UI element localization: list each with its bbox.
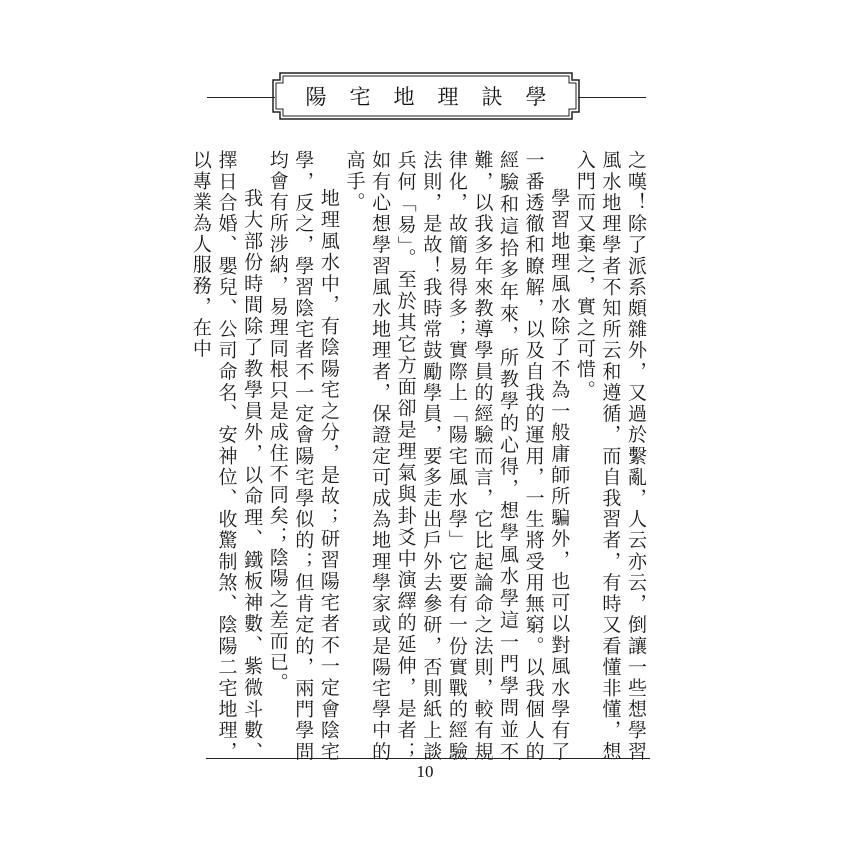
page-number: 10	[416, 762, 434, 781]
paragraph: 地理風水中，有陰陽宅之分，是故；研習陽宅者不一定會陰宅學，反之，學習陰宅者不一定會陽宅學似的；但肯定的，兩門學問均會有所涉納，易理同根只是成住不同矣；陰陽之差而已。	[266, 150, 340, 762]
header-rule-right	[578, 97, 646, 98]
title-char: 陽	[305, 85, 327, 109]
book-title	[272, 72, 580, 120]
paragraph: 我大部份時間除了教學員外，以命理、鐵板神數、紫微斗數、擇日合婚、嬰兒、公司命名、安神位、收驚制煞、陰陽二宅地理，以專業為人服務，在中	[189, 150, 264, 762]
footer-rule	[206, 758, 650, 759]
header-rule-left	[207, 97, 275, 98]
paragraph: 學習地理風水除了不為一般庸師所騙外，也可以對風水學有了一番透徹和瞭解，以及自我的運用，一生將受用無窮。以我個人的經驗和這拾多年來，所教學的心得，想學風水學這一門學問並不難，以我多年來教導學員的經驗而言，它比起論命之法則，較有規律化，故簡易得多；實際上「陽宅風水學」它要有一份實戰的經驗法則，是故！我時常鼓勵學員，要多走出戶外去參研，否則紙上談兵何「易」。至於其它方面卻是理氣與卦爻中演繹的延伸，是者；如有心想學習風水地理者，保證定可成為地理學家或是陽宅學中的高手。	[343, 150, 571, 762]
body-text	[189, 150, 648, 762]
title-char: 宅	[349, 85, 371, 109]
title-frame	[272, 72, 580, 120]
title-char: 地	[393, 85, 415, 109]
title-char: 訣	[481, 85, 503, 109]
title-char: 學	[525, 85, 547, 109]
paragraph-continued: 之嘆！除了派系頗雜外，又過於繫亂，人云亦云，倒讓一些想學習風水地理學者不知所云和遵循，而自我習者，有時又看懂非懂，想入門而又棄之，實之可惜。	[573, 150, 647, 762]
title-char: 理	[437, 85, 459, 109]
